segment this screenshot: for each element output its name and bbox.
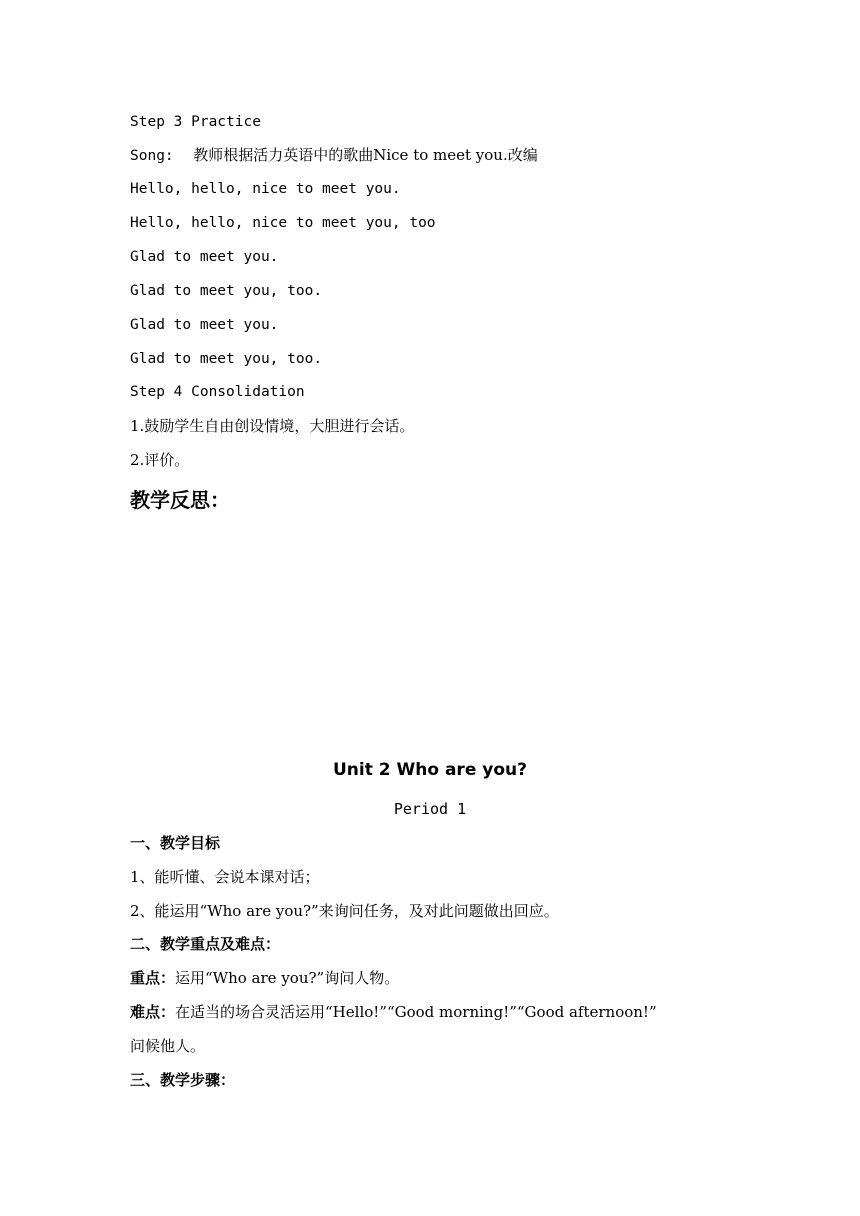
lyric-line: Glad to meet you, too. — [130, 351, 323, 367]
step3-heading: Step 3 Practice — [130, 114, 261, 130]
difficulty-continuation: 问候他人。 — [130, 1037, 206, 1055]
period-label: Period 1 — [393, 800, 467, 818]
step4-heading: Step 4 Consolidation — [130, 384, 305, 400]
reflection-heading: 教学反思： — [130, 488, 230, 512]
unit-title: Unit 2 Who are you? — [332, 760, 527, 780]
goal-item: 2、能运用“Who are you?”来询问任务，及对此问题做出回应。 — [130, 902, 559, 920]
goal-item: 1、能听懂、会说本课对话； — [130, 868, 320, 886]
lyric-line: Glad to meet you, too. — [130, 283, 323, 299]
goals-heading: 一、教学目标 — [130, 834, 221, 852]
step4-item: 1.鼓励学生自由创设情境，大胆进行会话。 — [130, 417, 415, 435]
steps-heading: 三、教学步骤： — [130, 1071, 236, 1089]
key-point-text: 运用“Who are you?”询问人物。 — [175, 969, 400, 987]
lyric-line: Hello, hello, nice to meet you, too — [130, 215, 436, 231]
song-label: Song: — [130, 148, 174, 164]
key-point-label: 重点： — [130, 969, 176, 987]
step4-item: 2.评价。 — [130, 451, 190, 469]
difficulty-text: 在适当的场合灵活运用“Hello!”“Good morning!”“Good afternoon!” — [175, 1003, 657, 1021]
difficulty-label: 难点： — [130, 1003, 176, 1021]
lyric-line: Glad to meet you. — [130, 317, 279, 333]
lyric-line: Hello, hello, nice to meet you. — [130, 181, 401, 197]
song-line — [130, 145, 538, 166]
key-point-line — [130, 968, 399, 988]
song-description: 教师根据活力英语中的歌曲Nice to meet you.改编 — [193, 146, 538, 164]
lyric-line: Glad to meet you. — [130, 249, 279, 265]
key-points-heading: 二、教学重点及难点： — [130, 935, 281, 953]
difficulty-line — [130, 1002, 657, 1022]
